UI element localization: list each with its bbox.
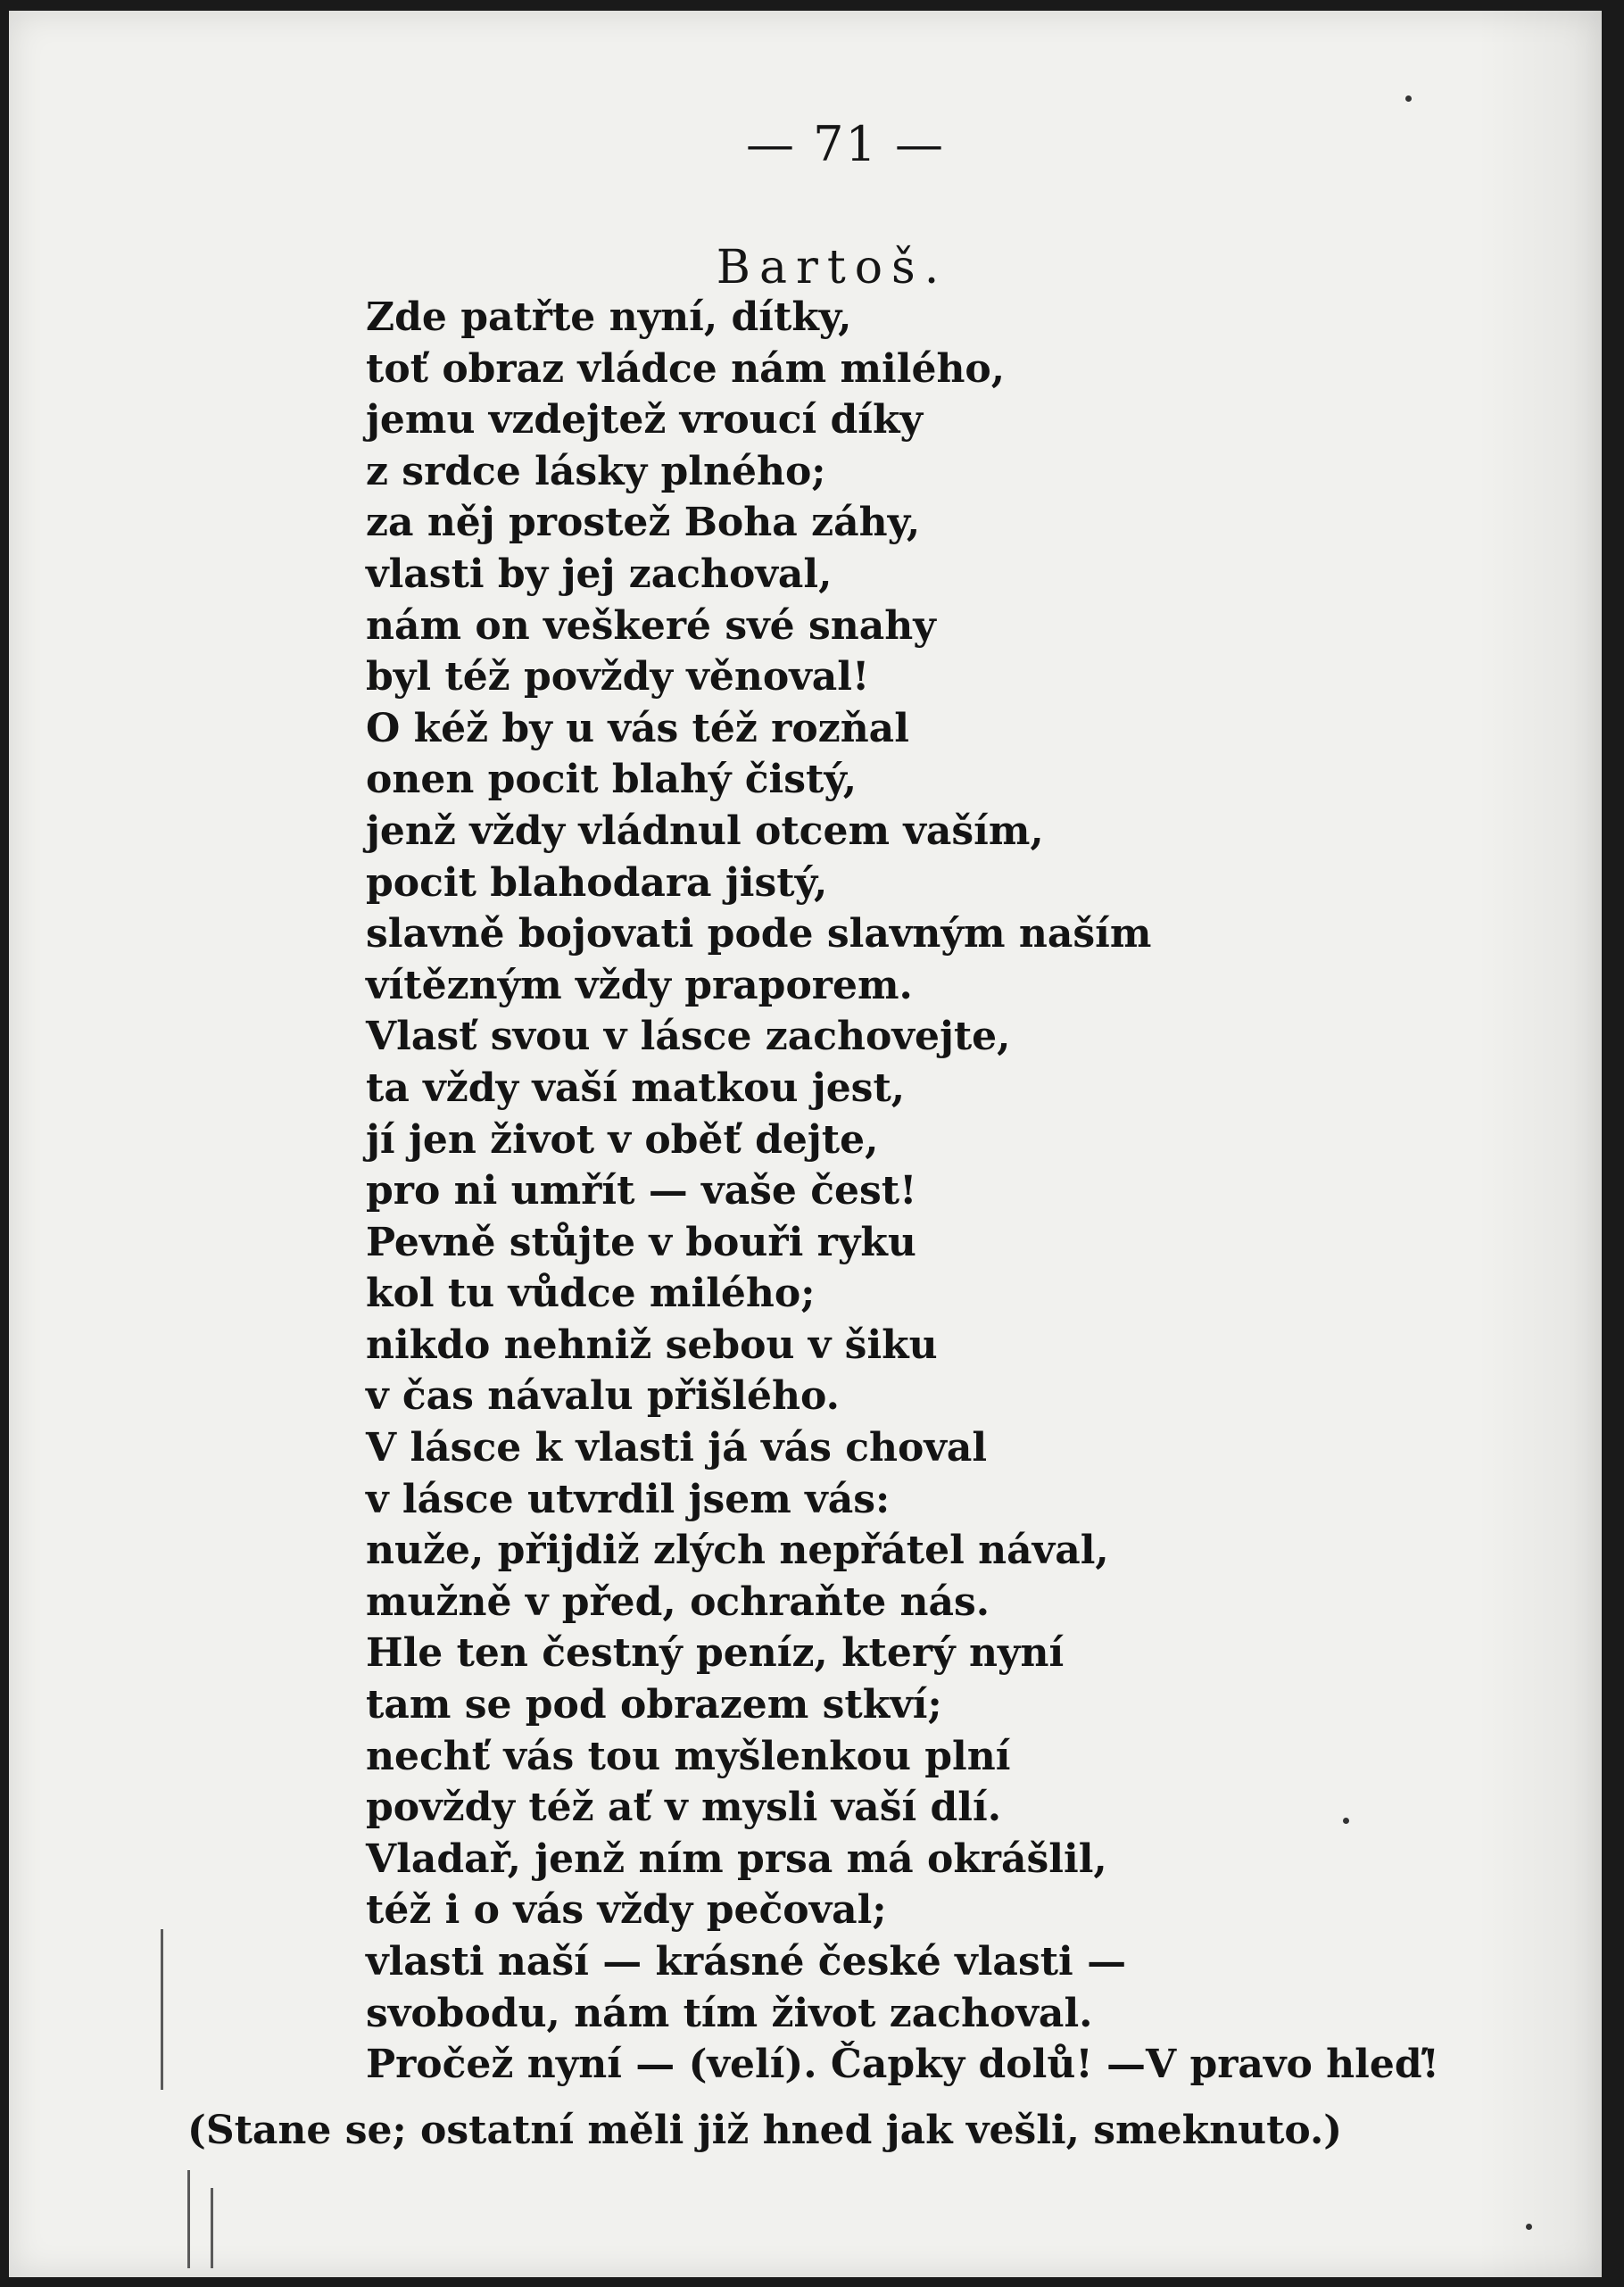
verse-line: nechť vás tou myšlenkou plní	[366, 1733, 1011, 1779]
verse-line: V lásce k vlasti já vás choval	[366, 1425, 988, 1471]
verse-line: kol tu vůdce milého;	[366, 1271, 816, 1317]
verse-line: vlasti naší — krásné české vlasti —	[366, 1939, 1127, 1985]
verse-line: vlasti by jej zachoval,	[366, 551, 833, 597]
stage-direction: (Stane se; ostatní měli již hned jak vešli, smeknuto.)	[187, 2108, 1343, 2153]
scan-artifact-line	[161, 1929, 163, 2090]
verse-line: v čas návalu přišlého.	[366, 1373, 840, 1420]
speaker-name: Bartoš.	[716, 241, 949, 294]
verse-line: z srdce lásky plného;	[366, 448, 826, 494]
scan-speck	[1343, 1818, 1349, 1824]
verse-line: onen pocit blahý čistý,	[366, 757, 858, 803]
verse-line: slavně bojovati pode slavným naším	[366, 911, 1152, 957]
verse-line: pocit blahodara jistý,	[366, 859, 828, 906]
verse-line: O kéž by u vás též rozňal	[366, 705, 909, 751]
verse-line: za něj prostež Boha záhy,	[366, 500, 921, 546]
verse-line: pro ni umřít — vaše čest!	[366, 1168, 917, 1214]
verse-line: jí jen život v oběť dejte,	[366, 1116, 879, 1163]
verse-line: jemu vzdejtež vroucí díky	[366, 397, 924, 443]
verse-line: Pročež nyní — (velí). Čapky dolů! —V pravo hleď!	[366, 2042, 1439, 2088]
scan-speck	[1405, 95, 1412, 102]
book-page	[9, 11, 1602, 2277]
verse-line: Hle ten čestný peníz, který nyní	[366, 1630, 1065, 1677]
page-number: — 71 —	[745, 116, 946, 172]
scan-artifact-line	[187, 2170, 190, 2268]
verse-line: též i o vás vždy pečoval;	[366, 1887, 887, 1934]
verse-line: toť obraz vládce nám milého,	[366, 345, 1006, 392]
verse-line: v lásce utvrdil jsem vás:	[366, 1476, 891, 1522]
verse-line: ta vždy vaší matkou jest,	[366, 1065, 906, 1111]
verse-line: byl též povždy věnoval!	[366, 654, 870, 700]
verse-block	[366, 292, 1439, 2091]
verse-line: Pevně stůjte v bouři ryku	[366, 1219, 916, 1265]
verse-line: Vladař, jenž ním prsa má okrášlil,	[366, 1835, 1107, 1882]
verse-line: nikdo nehniž sebou v šiku	[366, 1322, 938, 1368]
scan-artifact-line	[211, 2188, 213, 2268]
verse-line: nám on veškeré své snahy	[366, 602, 936, 649]
verse-line: vítězným vždy praporem.	[366, 962, 913, 1008]
verse-line: nuže, přijdiž zlých nepřátel nával,	[366, 1528, 1109, 1574]
verse-line: povždy též ať v mysli vaší dlí.	[366, 1785, 1002, 1831]
verse-line: Vlasť svou v lásce zachovejte,	[366, 1014, 1011, 1060]
verse-line: jenž vždy vládnul otcem vaším,	[366, 808, 1044, 854]
verse-line: mužně v před, ochraňte nás.	[366, 1579, 990, 1625]
scan-speck	[1526, 2224, 1532, 2230]
verse-line: tam se pod obrazem stkví;	[366, 1682, 942, 1728]
verse-line: Zde patřte nyní, dítky,	[366, 294, 852, 340]
verse-line: svobodu, nám tím život zachoval.	[366, 1990, 1093, 2036]
